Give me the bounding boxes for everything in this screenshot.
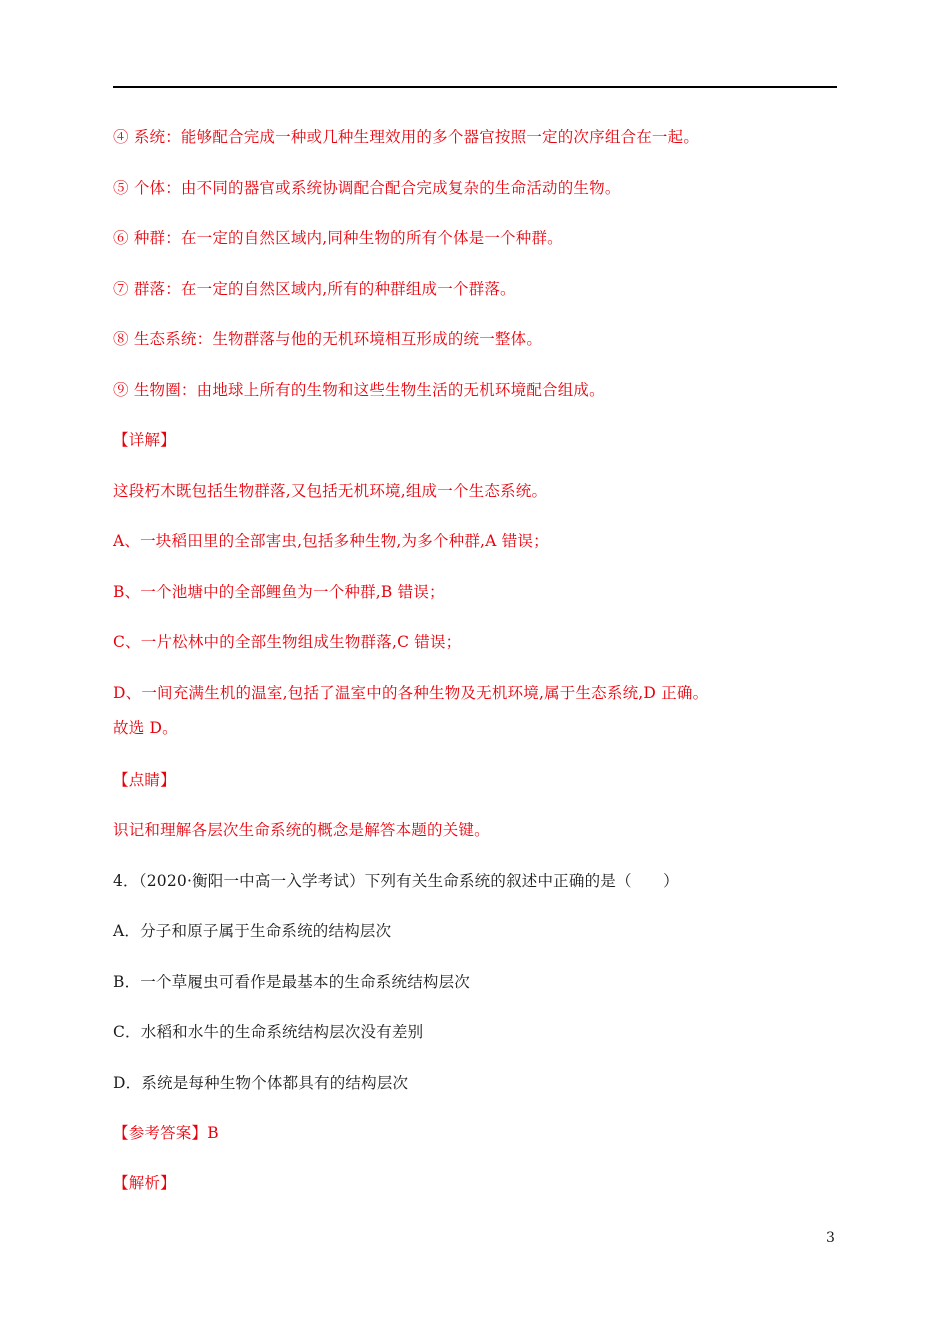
detail-heading: 【详解】	[113, 431, 176, 449]
answer-label: 【参考答案】	[113, 1124, 208, 1142]
tip-heading: 【点睛】	[113, 771, 176, 789]
definition-line-biosphere: ⑨ 生物圈：由地球上所有的生物和这些生物生活的无机环境配合组成。	[113, 381, 605, 399]
tip-text: 识记和理解各层次生命系统的概念是解答本题的关键。	[113, 821, 490, 839]
definition-line-population: ⑥ 种群：在一定的自然区域内,同种生物的所有个体是一个种群。	[113, 229, 563, 247]
question-option-d: D．系统是每种生物个体都具有的结构层次	[113, 1074, 409, 1092]
header-rule	[113, 86, 837, 88]
answer-value: B	[207, 1124, 219, 1142]
detail-line: 这段朽木既包括生物群落,又包括无机环境,组成一个生态系统。	[113, 482, 548, 500]
detail-line-option-a: A、一块稻田里的全部害虫,包括多种生物,为多个种群,A 错误；	[113, 532, 549, 550]
detail-conclusion: 故选 D。	[113, 719, 178, 737]
detail-line-option-c: C、一片松林中的全部生物组成生物群落,C 错误；	[113, 633, 462, 651]
question-option-a: A．分子和原子属于生命系统的结构层次	[113, 922, 392, 940]
page-number: 3	[826, 1230, 835, 1246]
question-stem: 4．（2020·衡阳一中高一入学考试）下列有关生命系统的叙述中正确的是（ ）	[113, 872, 679, 890]
detail-line-option-d: D、一间充满生机的温室,包括了温室中的各种生物及无机环境,属于生态系统,D 正确。	[113, 684, 709, 702]
answer-line	[113, 1123, 219, 1143]
definition-line-system: ④ 系统：能够配合完成一种或几种生理效用的多个器官按照一定的次序组合在一起。	[113, 128, 700, 146]
definition-line-ecosystem: ⑧ 生态系统：生物群落与他的无机环境相互形成的统一整体。	[113, 330, 543, 348]
definition-line-individual: ⑤ 个体：由不同的器官或系统协调配合配合完成复杂的生命活动的生物。	[113, 179, 621, 197]
question-option-c: C．水稻和水牛的生命系统结构层次没有差别	[113, 1023, 424, 1041]
detail-line-option-b: B、一个池塘中的全部鲤鱼为一个种群,B 错误；	[113, 583, 445, 601]
analysis-heading: 【解析】	[113, 1174, 176, 1192]
definition-line-community: ⑦ 群落：在一定的自然区域内,所有的种群组成一个群落。	[113, 280, 516, 298]
question-option-b: B．一个草履虫可看作是最基本的生命系统结构层次	[113, 973, 470, 991]
